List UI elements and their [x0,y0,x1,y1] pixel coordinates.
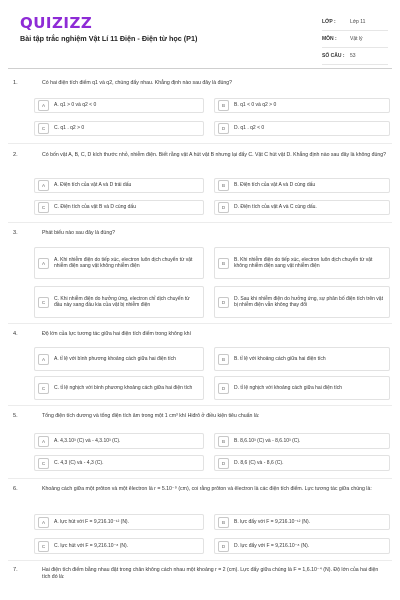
question-number: 1. [13,80,18,86]
question-text: Khoảng cách giữa một prôton và một êlectron là r = 5.10⁻⁹ (cm), coi rằng prôton và êlectron là các điện tích điểm. Lực tương tác giữa chúng là: [42,486,372,492]
answer-option-a[interactable] [34,514,204,530]
option-letter: D [218,541,229,552]
option-text: C. tỉ lệ nghịch với bình phương khoảng cách giữa hai điện tích [54,384,193,391]
question-number: 7. [13,567,18,573]
option-text: A. Điện tích của vật A và D trái dấu [54,182,132,189]
answer-option-c[interactable] [34,455,204,471]
option-letter: A [38,100,49,111]
option-text: B. 8,6.10³ (C) và - 8,6.10³ (C). [234,437,301,444]
question-text: Tổng điện tích dương và tổng điện tích âm trong một 1 cm³ khí Hiđrô ở điều kiện tiêu chuẩn là: [42,413,260,419]
option-text: D. q1 . q2 < 0 [234,125,265,132]
option-text: D. Sau khi nhiễm điện do hưởng ứng, sự phân bố điện tích trên vật bị nhiễm điện vẫn không thay đổi [234,295,383,308]
meta-value: 53 [350,53,356,59]
meta-label: SỐ CÂU : [322,53,345,59]
option-letter: D [218,123,229,134]
option-letter: B [218,517,229,528]
option-text: C. Điện tích của vật B và D cùng dấu [54,204,136,211]
divider [8,143,392,144]
option-letter: A [38,354,49,365]
option-text: A. tỉ lệ với bình phương khoảng cách giữa hai điện tích [54,355,176,362]
option-text: D. 8,6 (C) và - 8,6 (C). [234,459,284,466]
answer-option-c[interactable] [34,376,204,400]
option-letter: A [38,436,49,447]
answer-option-b[interactable] [214,247,390,279]
answer-option-b[interactable] [214,347,390,371]
question-text: Phát biểu nào sau đây là đúng? [42,230,115,236]
option-letter: A [38,517,49,528]
divider [8,222,392,223]
header-divider [8,68,392,69]
option-text: D. Điện tích của vật A và C cùng dấu. [234,204,317,211]
answer-option-d[interactable] [214,376,390,400]
answer-option-b[interactable] [214,514,390,530]
question-number: 3. [13,230,18,236]
option-letter: C [38,383,49,394]
answer-option-c[interactable] [34,538,204,554]
option-text: D. lực đẩy với F = 9,216.10⁻⁸ (N). [234,542,310,549]
option-text: A. lực hút với F = 9,216.10⁻¹² (N). [54,518,129,525]
answer-option-b[interactable] [214,433,390,449]
question-number: 5. [13,413,18,419]
option-text: B. Khi nhiễm điện do tiếp xúc, electron luôn dịch chuyển từ vật không nhiễm điện sang vật nhiễm điện [234,256,373,269]
option-text: C. 4,3 (C) và - 4,3 (C). [54,459,104,466]
option-letter: B [218,354,229,365]
meta-row-class [322,14,388,31]
option-letter: C [38,297,49,308]
meta-label: LỚP : [322,19,336,25]
answer-option-b[interactable] [214,178,390,193]
answer-option-a[interactable] [34,347,204,371]
answer-option-b[interactable] [214,98,390,113]
question-text: Độ lớn của lực tương tác giữa hai điện tích điểm trong không khí [42,331,192,337]
option-text: C. lực hút với F = 9,216.10⁻⁸ (N). [54,542,129,549]
answer-option-c[interactable] [34,200,204,215]
meta-label: MÔN : [322,36,337,42]
option-letter: A [38,180,49,191]
answer-option-d[interactable] [214,455,390,471]
option-letter: B [218,100,229,111]
answer-option-c[interactable] [34,286,204,318]
meta-panel [322,14,388,65]
option-letter: C [38,123,49,134]
meta-row-count [322,48,388,65]
option-letter: B [218,258,229,269]
question-text: Có hai điện tích điểm q1 và q2, chúng đẩy nhau. Khẳng định nào sau đây là đúng? [42,80,233,86]
divider [8,478,392,479]
option-letter: C [38,541,49,552]
meta-value: Lớp 11 [350,19,366,25]
divider [8,323,392,324]
option-letter: C [38,202,49,213]
option-text: B. q1 < 0 và q2 > 0 [234,102,277,109]
meta-row-subject [322,31,388,48]
option-text: A. 4,3.10³ (C) và - 4,3.10³ (C). [54,437,121,444]
answer-option-a[interactable] [34,98,204,113]
answer-option-a[interactable] [34,247,204,279]
quizizz-logo: QUIZIZZ [20,14,93,32]
question-text: Hai điện tích điểm bằng nhau đặt trong chân không cách nhau một khoảng r = 2 (cm). Lực đẩy giữa chúng là F = 1,6.10⁻⁴ (N). Độ lớn của hai điện tích đó là: [42,567,379,581]
divider [8,405,392,406]
document-title: Bài tập trắc nghiệm Vật Lí 11 Điện - Điện từ học (P1) [20,34,198,43]
option-text: C. Khi nhiễm điện do hưởng ứng, electron chỉ dịch chuyển từ đầu này sang đầu kia của vật bị nhiễm điện [54,295,190,308]
option-text: B. tỉ lệ với khoảng cách giữa hai điện tích [234,355,326,362]
option-text: C. q1 . q2 > 0 [54,125,85,132]
option-letter: A [38,258,49,269]
question-number: 4. [13,331,18,337]
option-letter: D [218,458,229,469]
question-text: Có bốn vật A, B, C, D kích thước nhỏ, nhiễm điện. Biết rằng vật A hút vật B nhưng lại đẩy C. Vật C hút vật D. Khẳng định nào sau đây là không đúng? [42,152,386,158]
meta-value: Vật lý [350,36,363,42]
answer-option-a[interactable] [34,178,204,193]
option-letter: B [218,436,229,447]
question-number: 2. [13,152,18,158]
option-letter: B [218,180,229,191]
option-text: A. Khi nhiễm điện do tiếp xúc, electron luôn dịch chuyển từ vật nhiễm điện sang vật không nhiễm điện [54,256,193,269]
option-letter: C [38,458,49,469]
option-letter: D [218,383,229,394]
answer-option-a[interactable] [34,433,204,449]
answer-option-d[interactable] [214,200,390,215]
answer-option-d[interactable] [214,286,390,318]
answer-option-d[interactable] [214,538,390,554]
question-number: 6. [13,486,18,492]
answer-option-c[interactable] [34,121,204,136]
option-text: D. tỉ lệ nghịch với khoảng cách giữa hai điện tích [234,384,343,391]
divider [8,560,392,561]
option-text: A. q1 > 0 và q2 < 0 [54,102,97,109]
option-letter: D [218,297,229,308]
option-letter: D [218,202,229,213]
option-text: B. lực đẩy với F = 9,216.10⁻¹² (N). [234,518,311,525]
option-text: B. Điện tích của vật A và D cùng dấu [234,182,316,189]
answer-option-d[interactable] [214,121,390,136]
